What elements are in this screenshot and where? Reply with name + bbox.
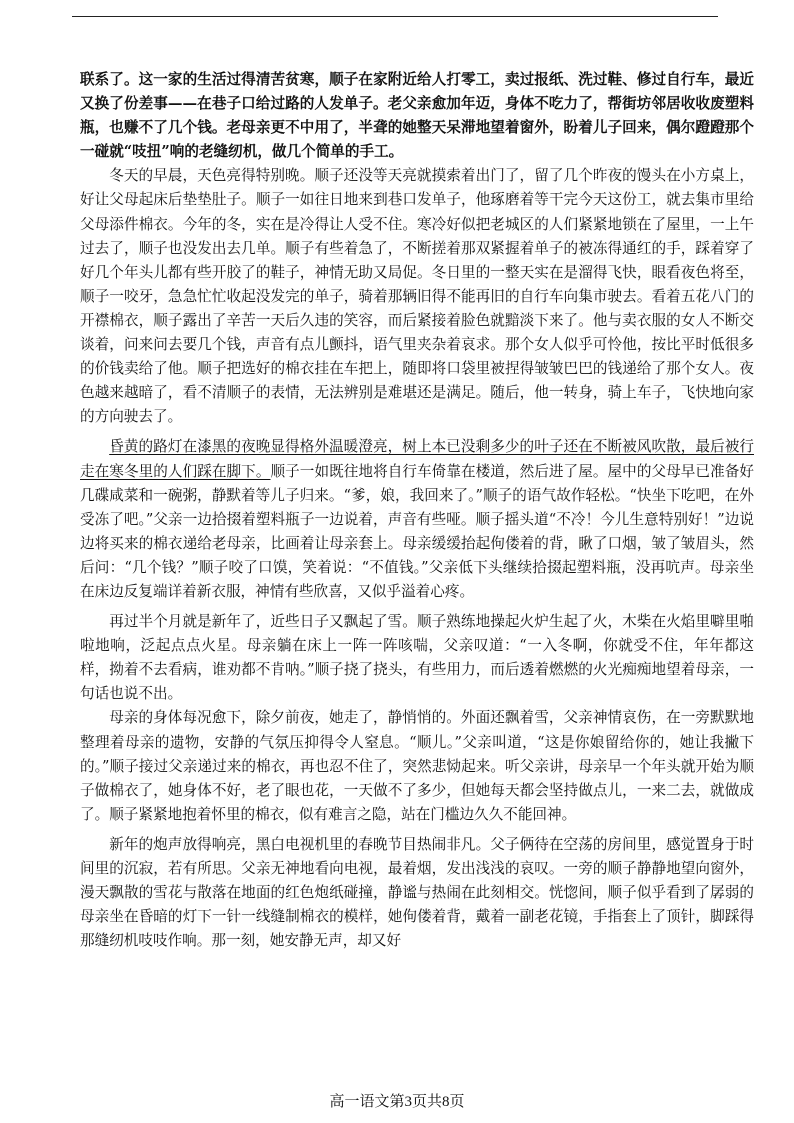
story-text <box>80 68 754 953</box>
paragraph-street-lamp <box>80 435 754 604</box>
paragraph-intro-continued: 联系了。这一家的生活过得清苦贫寒，顺子在家附近给人打零工，卖过报纸、洗过鞋、修过自行车，最近又换了份差事——在巷子口给过路的人发单子。老父亲愈加年迈，身体不吃力了，帮街坊邻居收收废塑料瓶，也赚不了几个钱。老母亲更不中用了，半聋的她整天呆滞地望着窗外，盼着儿子回来，偶尔蹬蹬那个一碰就“吱扭”响的老缝纫机，做几个简单的手工。 <box>80 71 754 161</box>
paragraph-new-year-snow: 再过半个月就是新年了，近些日子又飘起了雪。顺子熟练地操起火炉生起了火，木柴在火焰里噼里啪啦地响，泛起点点火星。母亲躺在床上一阵一阵咳喘，父亲叹道：“一入冬啊，你就受不住，年年都这样，拗着不去看病，谁劝都不肯呐。”顺子挠了挠头，有些用力，而后透着燃燃的火光痴痴地望着母亲，一句话也说不出。 <box>80 613 754 703</box>
paragraph-new-year-night: 新年的炮声放得响亮，黑白电视机里的春晚节目热闹非凡。父子俩待在空荡的房间里，感觉置身于时间里的沉寂，若有所思。父亲无神地看向电视，最着烟，发出浅浅的哀叹。一旁的顺子静静地望向窗外，漫天飘散的雪花与散落在地面的红色炮纸碰撞，静谧与热闹在此刻相交。恍惚间，顺子似乎看到了孱弱的母亲坐在昏暗的灯下一针一线缝制棉衣的模样，她佝偻着背，戴着一副老花镜，手指套上了顶针，脚踩得那缝纫机吱吱作响。那一刻，她安静无声，却又好 <box>80 835 754 950</box>
paragraph-street-lamp-rest: 顺子一如既往地将自行车倚靠在楼道，然后进了屋。屋中的父母早已准备好几碟咸菜和一碗粥，静默着等儿子归来。“爹，娘，我回来了。”顺子的语气故作轻松。“快坐下吃吧，在外受冻了吧。”父亲一边拾掇着塑料瓶子一边说着，声音有些哑。顺子摇头道“不冷！今儿生意特别好！”边说边将买来的棉衣递给老母亲，比画着让母亲套上。母亲缓缓抬起佝偻着的背，瞅了口烟，皱了皱眉头，然后问：“几个钱？”顺子咬了口馍，笑着说：“不值钱。”父亲低下头继续拾掇起塑料瓶，没再吭声。母亲坐在床边反复端详着新衣服，神情有些欣喜，又似乎溢着心疼。 <box>80 462 754 600</box>
paragraph-winter-morning: 冬天的早晨，天色亮得特别晚。顺子还没等天亮就摸索着出门了，留了几个昨夜的馒头在小方桌上，好让父母起床后垫垫肚子。顺子一如往日地来到巷口发单子，他琢磨着等干完今天这份工，就去集市里给父母添件棉衣。今年的冬，实在是冷得让人受不住。寒冷好似把老城区的人们紧紧地锁在了屋里，一上午过去了，顺子也没发出去几单。顺子有些着急了，不断搓着那双紧握着单子的被冻得通红的手，踩着穿了好几个年头儿都有些开胶了的鞋子，神情无助又局促。冬日里的一整天实在是溜得飞快，眼看夜色将至，顺子一咬牙，急急忙忙收起没发完的单子，骑着那辆旧得不能再旧的自行车向集市驶去。看着五花八门的开襟棉衣，顺子露出了辛苦一天后久违的笑容，而后紧接着脸色就黯淡下来了。他与卖衣服的女人不断交谈着，问来问去要几个钱，声音有点儿颤抖，语气里夹杂着哀求。那个女人似乎可怜他，按比平时低很多的价钱卖给了他。顺子把选好的棉衣挂在车把上，随即将口袋里被捏得皱皱巴巴的钱递给了那个女人。夜色越来越暗了，看不清顺子的表情，无法辨别是难堪还是满足。随后，他一转身，骑上车子，飞快地向家的方向驶去了。 <box>80 167 754 426</box>
underlined-sentence: 昏黄的路灯在漆黑的夜晚显得格外温暖澄亮，树上本已没剩多少的叶子还在不断被风吹散，最后被行走在寒冬里的人们踩在脚下。 <box>80 438 754 480</box>
top-rule <box>72 16 718 17</box>
paragraph-mother-passing: 母亲的身体每况愈下，除夕前夜，她走了，静悄悄的。外面还飘着雪，父亲神情哀伤，在一旁默默地整理着母亲的遗物，安静的气氛压抑得令人窒息。“顺儿。”父亲叫道，“这是你娘留给你的，她让我撇下的。”顺子接过父亲递过来的棉衣，再也忍不住了，突然悲恸起来。听父亲讲，母亲早一个年头就开始为顺子做棉衣了，她身体不好，老了眼也花，一天做不了多少，但她每天都会坚持做点儿，一来二去，就做成了。顺子紧紧地抱着怀里的棉衣，似有难言之隐，站在门槛边久久不能回神。 <box>80 709 754 823</box>
page-footer: 高一语文第3页共8页 <box>329 1094 465 1110</box>
